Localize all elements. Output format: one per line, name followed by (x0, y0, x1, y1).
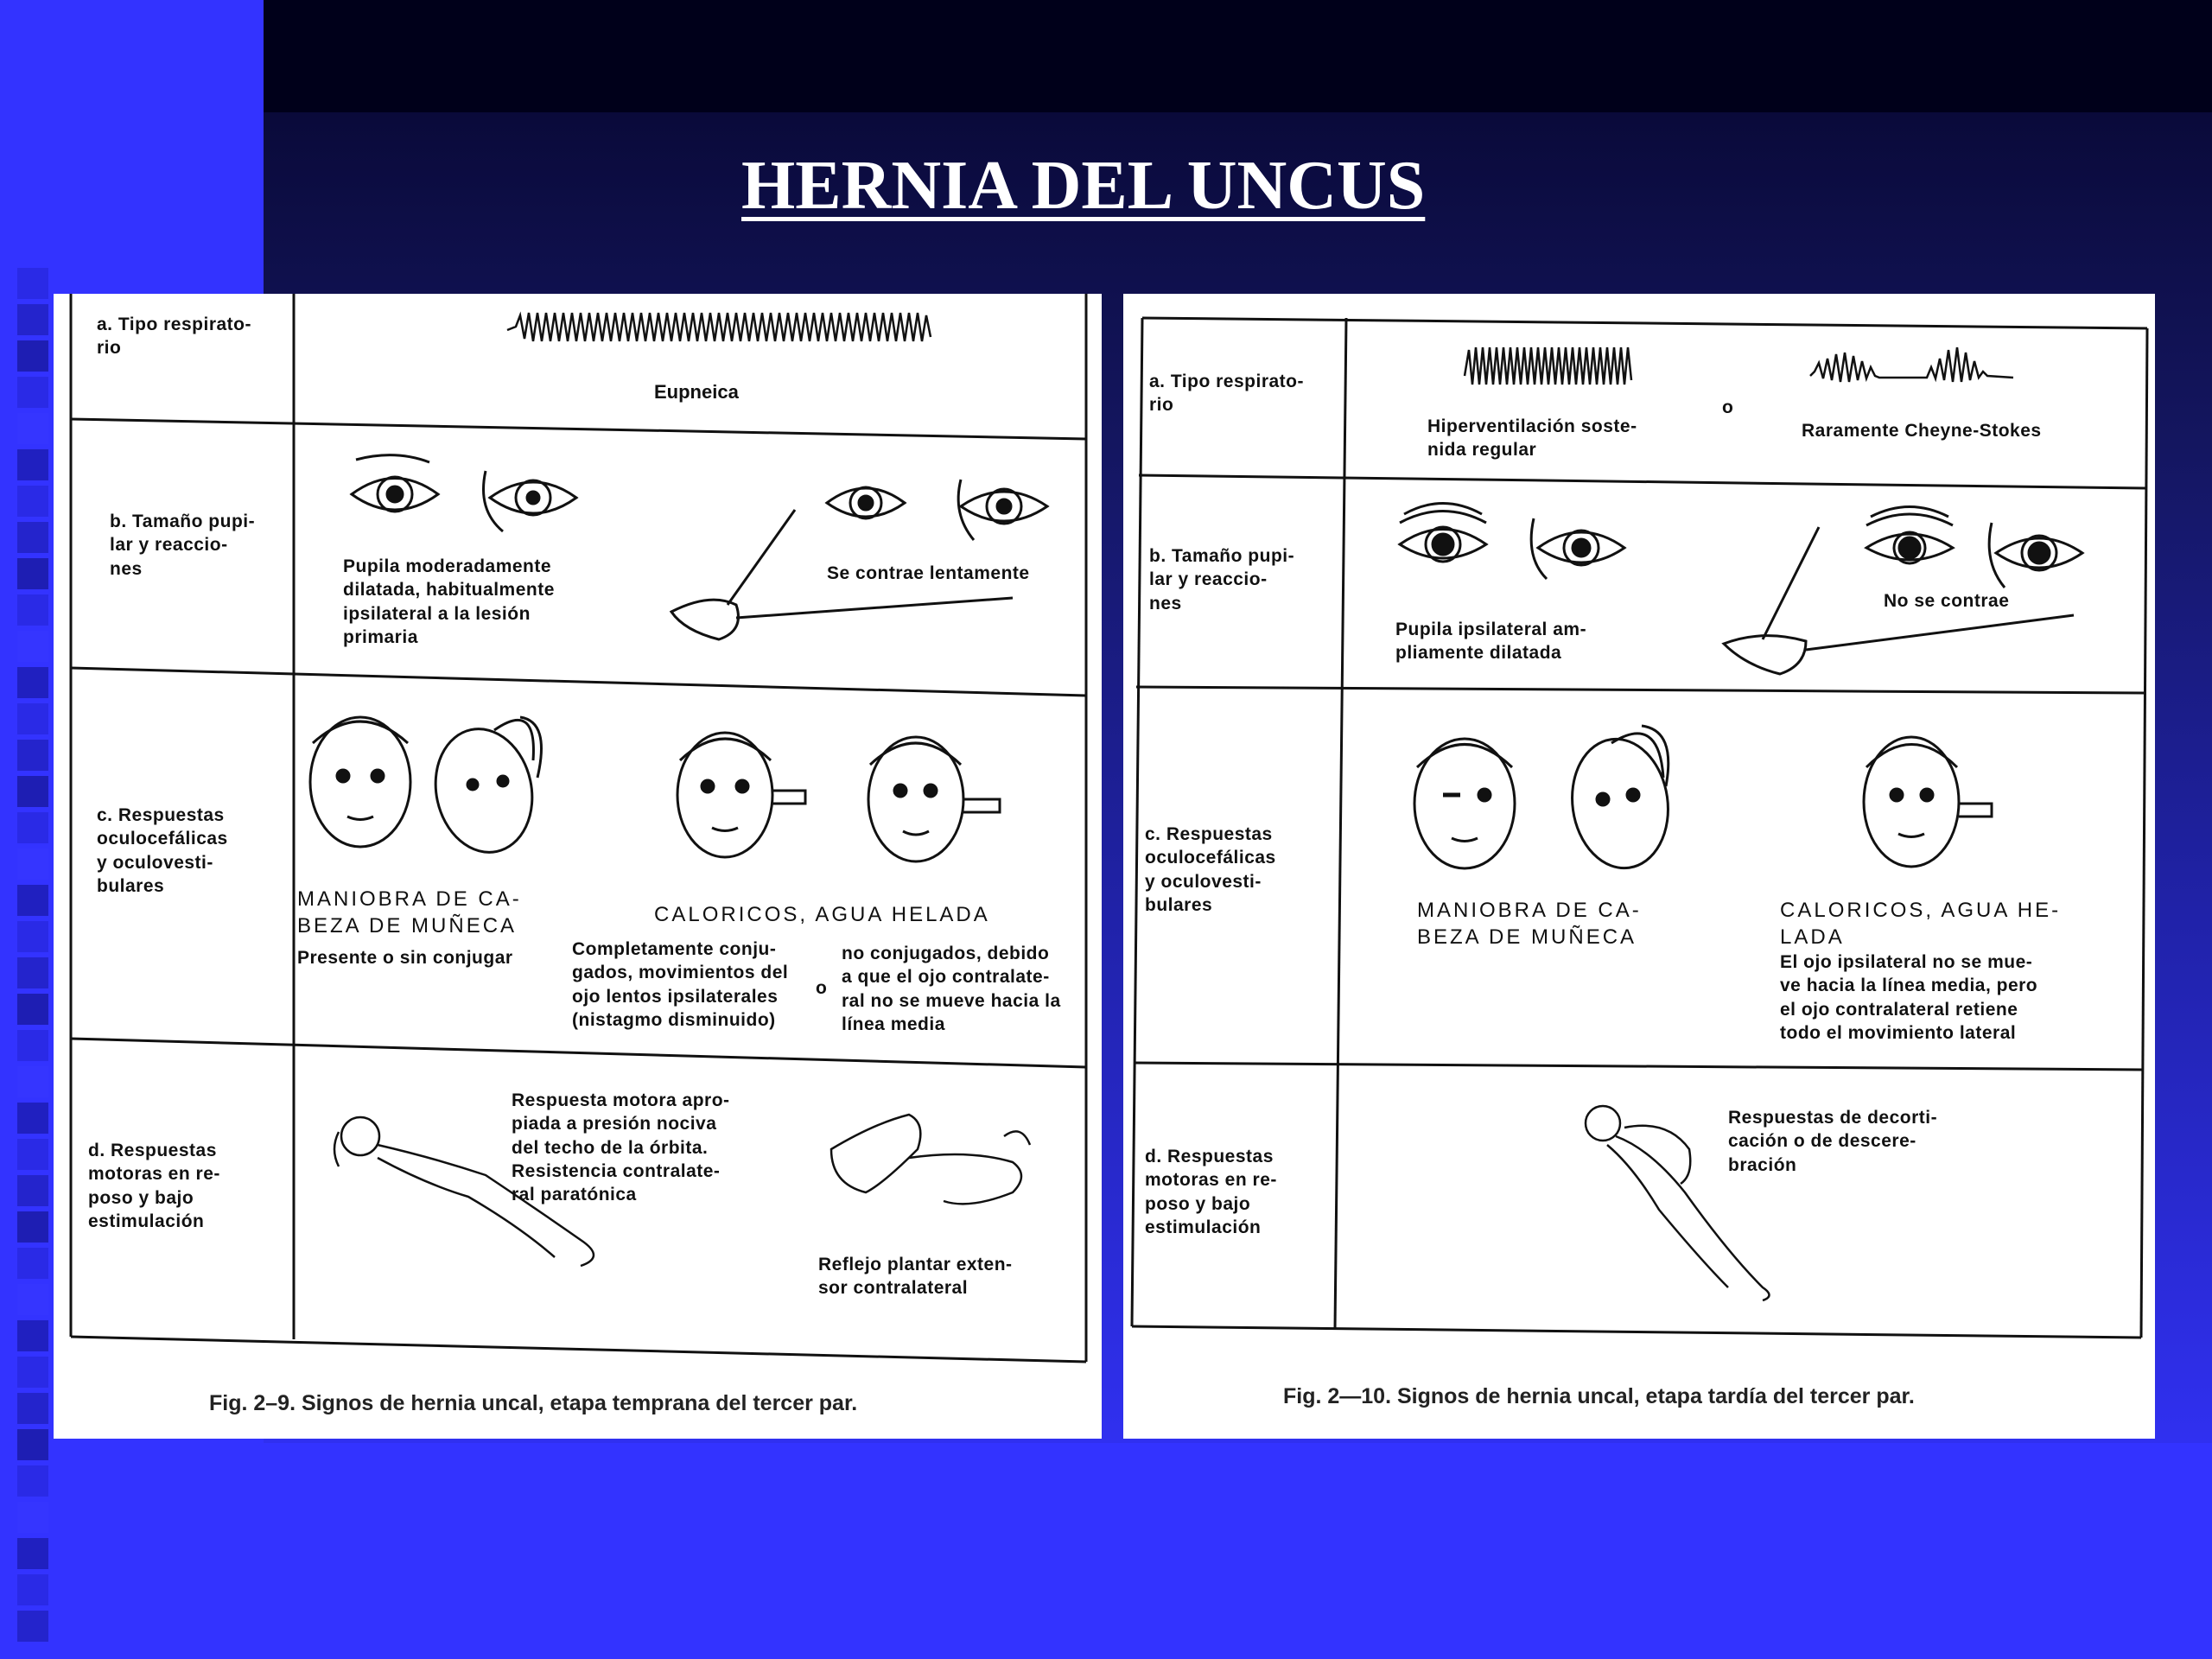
pattern-square (17, 304, 48, 335)
motor-response-text: Respuesta motora apro- piada a presión nociva del techo de la órbita. Resistencia contralate- ral paratónica (512, 1090, 730, 1205)
breathing-wave-icon (507, 313, 931, 341)
pupil-reaction: No se contrae (1884, 591, 2010, 611)
pattern-square (17, 268, 48, 299)
pattern-square (17, 1066, 48, 1097)
caloric-conjugate-text: Completamente conju- gados, movimientos del ojo lentos ipsilaterales (nistagmo disminuido) (572, 939, 789, 1030)
pattern-square (17, 994, 48, 1025)
pattern-square (17, 885, 48, 916)
row-c-label: c. Respuestas oculocefálicas y oculovesti- bulares (97, 805, 228, 896)
top-dark-band (264, 0, 2212, 112)
pattern-square (17, 413, 48, 444)
ear-syringe-icon (1959, 804, 1992, 817)
face-icon (310, 717, 410, 847)
doll-head-title: MANIOBRA DE CA- BEZA DE MUÑECA (1417, 899, 1642, 950)
face-icon (677, 733, 772, 857)
plantar-reflex-text: Reflejo plantar exten- sor contralateral (818, 1255, 1013, 1299)
pattern-square (17, 1030, 48, 1061)
pattern-square (17, 1465, 48, 1497)
eye-icon (1531, 518, 1624, 579)
caloric-nonconjugate-text: no conjugados, debido a que el ojo contralate- ral no se mueve hacia la línea media (842, 944, 1061, 1034)
caloric-or: o (816, 978, 828, 998)
eye-icon (827, 487, 905, 518)
row-b-label: b. Tamaño pupi- lar y reaccio- nes (1149, 546, 1295, 613)
breathing-pattern-label: Eupneica (654, 381, 739, 403)
pattern-square (17, 1393, 48, 1424)
row-c-label: c. Respuestas oculocefálicas y oculovesti- bulares (1145, 824, 1276, 915)
pattern-square (17, 1103, 48, 1134)
row-d-label: d. Respuestas motoras en re- poso y bajo estimulación (88, 1141, 220, 1231)
row-a-label: a. Tipo respirato- rio (1149, 372, 1304, 416)
pattern-square (17, 449, 48, 480)
figure-caption: Fig. 2–9. Signos de hernia uncal, etapa temprana del tercer par. (209, 1391, 858, 1415)
pattern-square (17, 921, 48, 952)
pattern-square (17, 522, 48, 553)
pattern-square (17, 812, 48, 843)
motor-response-text: Respuestas de decorti- cación o de descere- bración (1728, 1108, 1938, 1175)
eye-icon (1400, 504, 1486, 563)
face-icon (1564, 726, 1676, 874)
face-icon (868, 737, 963, 861)
pattern-square (17, 1611, 48, 1642)
face-icon (1864, 737, 1959, 867)
eye-icon (958, 480, 1047, 540)
figure-caption: Fig. 2—10. Signos de hernia uncal, etapa tardía del tercer par. (1283, 1384, 1915, 1408)
pupil-reaction: Se contrae lentamente (827, 563, 1030, 583)
pattern-square (17, 740, 48, 771)
pattern-square (17, 1574, 48, 1605)
pattern-square (17, 1175, 48, 1206)
hyperventilation-text: Hiperventilación soste- nida regular (1427, 416, 1637, 461)
breathing-or: o (1722, 397, 1734, 417)
caloric-title: CALORICOS, AGUA HELADA (654, 903, 990, 926)
eye-icon (1989, 523, 2082, 588)
pattern-square (17, 703, 48, 734)
breathing-wave-icon (1810, 347, 2013, 382)
pattern-square (17, 1357, 48, 1388)
face-icon (424, 717, 543, 861)
ear-syringe-icon (772, 791, 805, 804)
pupil-description: Pupila ipsilateral am- pliamente dilatada (1395, 620, 1587, 664)
ear-syringe-icon (963, 799, 1000, 812)
pattern-square (17, 1502, 48, 1533)
pattern-square (17, 1284, 48, 1315)
pattern-square (17, 340, 48, 372)
pattern-square (17, 776, 48, 807)
pattern-square (17, 1211, 48, 1243)
cheyne-stokes-text: Raramente Cheyne-Stokes (1802, 421, 2042, 441)
caloric-text: El ojo ipsilateral no se mue- ve hacia la línea media, pero el ojo contralateral retiene todo el movimiento lateral (1780, 952, 2038, 1043)
eye-icon (484, 471, 577, 531)
row-d-label: d. Respuestas motoras en re- poso y bajo estimulación (1145, 1147, 1277, 1237)
pattern-square (17, 377, 48, 408)
pattern-square (17, 957, 48, 988)
pattern-square (17, 486, 48, 517)
eye-icon (352, 455, 438, 512)
pattern-square (17, 1538, 48, 1569)
eye-icon (1866, 507, 1953, 564)
pattern-square (17, 631, 48, 662)
pupil-description: Pupila moderadamente dilatada, habitualmente ipsilateral a la lesión primaria (343, 556, 555, 647)
breathing-wave-icon (1465, 347, 1631, 385)
pattern-square (17, 1320, 48, 1351)
pattern-square (17, 594, 48, 626)
pattern-square (17, 1139, 48, 1170)
figure-2-10-panel (1123, 294, 2155, 1439)
pattern-square (17, 1429, 48, 1460)
pattern-square (17, 849, 48, 880)
slide-title: HERNIA DEL UNCUS (741, 148, 1426, 224)
figure-2-9-panel (54, 294, 1102, 1439)
row-a-label: a. Tipo respirato- rio (97, 315, 251, 359)
doll-head-title: MANIOBRA DE CA- BEZA DE MUÑECA (297, 887, 522, 938)
foot-icon (831, 1115, 1030, 1204)
left-square-pattern (0, 0, 52, 1469)
face-icon (1414, 739, 1515, 868)
pattern-square (17, 1248, 48, 1279)
row-b-label: b. Tamaño pupi- lar y reaccio- nes (110, 512, 256, 579)
doll-head-text: Presente o sin conjugar (297, 948, 513, 968)
pattern-square (17, 667, 48, 698)
caloric-title: CALORICOS, AGUA HE- LADA (1780, 899, 2062, 950)
pattern-square (17, 558, 48, 589)
